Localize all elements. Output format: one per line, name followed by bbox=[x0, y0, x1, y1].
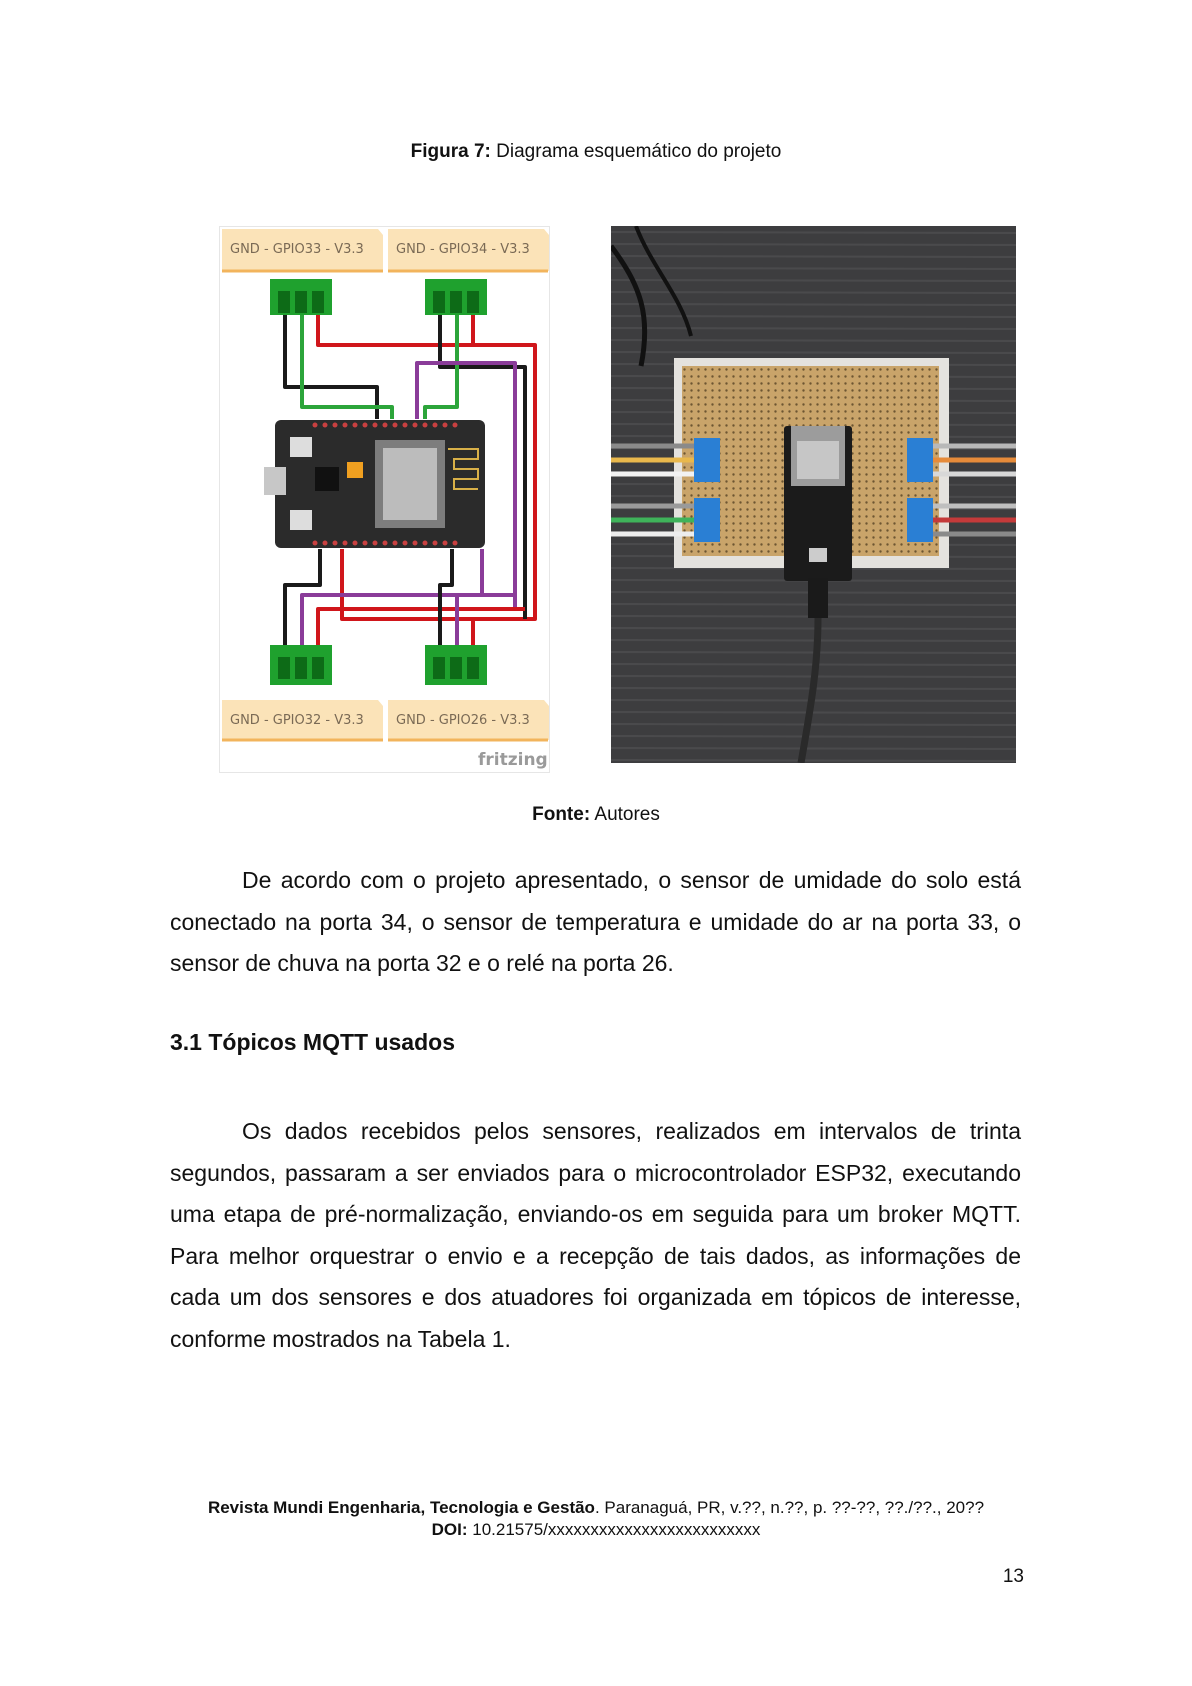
page-footer bbox=[0, 1497, 1192, 1541]
label-gpio33: GND - GPIO33 - V3.3 bbox=[230, 242, 364, 257]
paragraph-1-text: De acordo com o projeto apresentado, o sensor de umidade do solo está conectado na porta 34, o sensor de temperatura e umidade do ar na porta 33, o sensor de chuva na porta 32 e o relé na porta 26. bbox=[170, 867, 1021, 976]
terminal-block-gpio34 bbox=[425, 279, 487, 315]
terminal-block-gpio26 bbox=[425, 645, 487, 685]
terminal-block-gpio33 bbox=[270, 279, 332, 315]
label-gpio26: GND - GPIO26 - V3.3 bbox=[396, 713, 530, 728]
connector-label-tag bbox=[222, 700, 383, 740]
figure-source bbox=[0, 804, 1192, 826]
footer-doi: 10.21575/xxxxxxxxxxxxxxxxxxxxxxxxx bbox=[467, 1520, 761, 1539]
figure-label: Figura 7: bbox=[410, 141, 491, 162]
page-number: 13 bbox=[1002, 1566, 1024, 1587]
label-gpio32: GND - GPIO32 - V3.3 bbox=[230, 713, 364, 728]
footer-journal: Revista Mundi Engenharia, Tecnologia e Gestão bbox=[207, 1498, 595, 1517]
connector-label-tag bbox=[222, 229, 383, 271]
footer-details: . Paranaguá, PR, v.??, n.??, p. ??-??, ??./??., 20?? bbox=[594, 1498, 985, 1517]
paragraph-2-text: Os dados recebidos pelos sensores, realizados em intervalos de trinta segundos, passaram a ser enviados para o microcontrolador ESP32, executando uma etapa de pré-normalização, enviando-os em seguida para um broker MQTT. Para melhor orquestrar o envio e a recepção de tais dados, as informações de cada um dos sensores e dos atuadores foi organizada em tópicos de interesse, conforme mostrados na Tabela 1. bbox=[170, 1118, 1021, 1352]
prototype-photo bbox=[611, 226, 1016, 763]
esp32-board bbox=[264, 420, 485, 548]
footer-doi-label: DOI: bbox=[431, 1520, 468, 1539]
figure-caption-text: Diagrama esquemático do projeto bbox=[496, 141, 782, 162]
figure-caption bbox=[0, 141, 1192, 163]
fritzing-watermark: fritzing bbox=[478, 750, 548, 770]
label-gpio34: GND - GPIO34 - V3.3 bbox=[396, 242, 530, 257]
connector-label-tag bbox=[388, 700, 549, 740]
esp32-module bbox=[784, 426, 852, 581]
paragraph-2 bbox=[170, 1111, 1021, 1360]
connector-label-tag bbox=[388, 229, 549, 271]
section-heading: 3.1 Tópicos MQTT usados bbox=[170, 1029, 455, 1055]
fritzing-schematic bbox=[219, 226, 550, 773]
paragraph-1 bbox=[170, 860, 1021, 985]
figure-source-label: Fonte: bbox=[532, 804, 591, 825]
terminal-block-gpio32 bbox=[270, 645, 332, 685]
figure-source-text: Autores bbox=[594, 804, 660, 825]
